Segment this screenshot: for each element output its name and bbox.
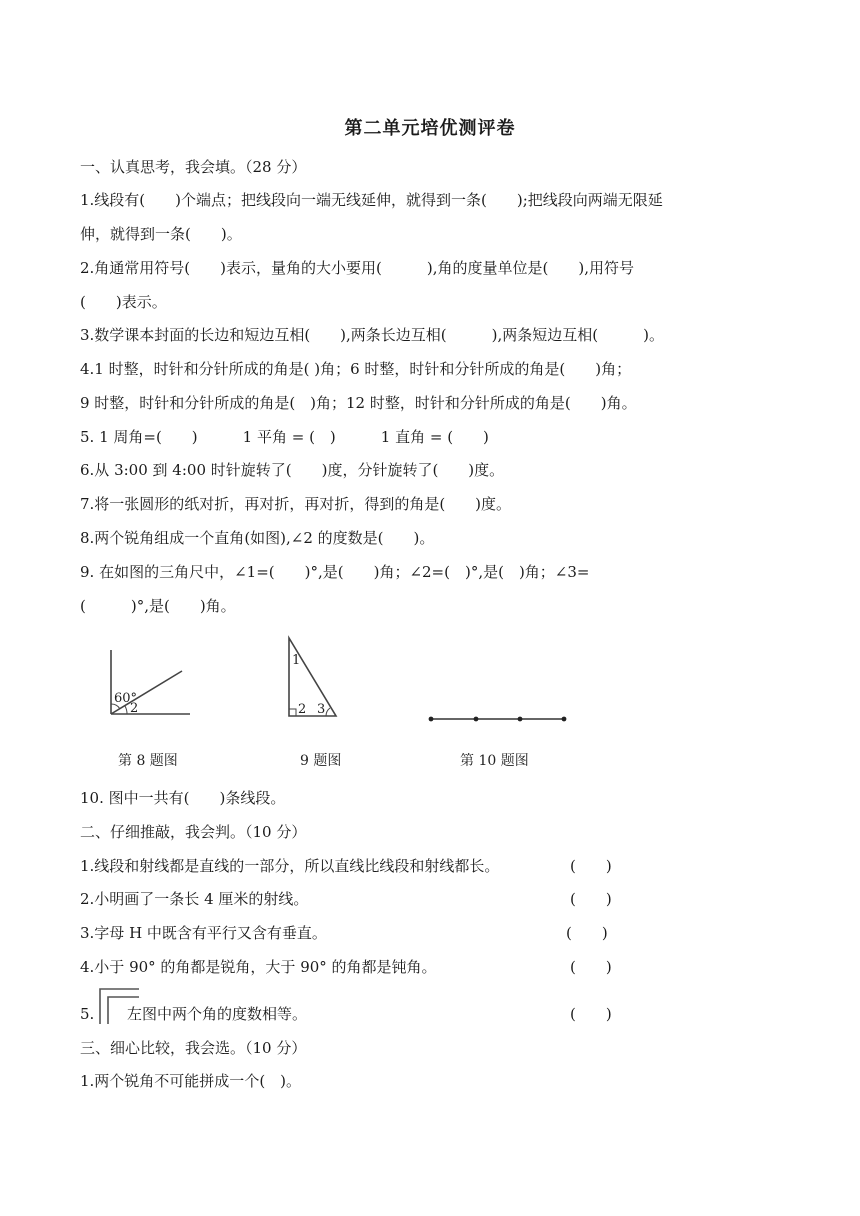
figure-10-caption: 第 10 题图 <box>460 753 529 769</box>
figure-8-angle-diagram <box>100 640 200 725</box>
section-3-heading: 三、细心比较，我会选。（10 分） <box>80 1039 307 1057</box>
page-title: 第二单元培优测评卷 <box>344 118 516 139</box>
question-5: 5. 1 周角=( ) 1 平角 = ( ) 1 直角 = ( ) <box>80 428 489 446</box>
fig10-point-4 <box>562 717 567 722</box>
fig9-angle-2-label: 2 <box>298 702 307 717</box>
question-1-line-1: 1.线段有( )个端点；把线段向一端无线延伸，就得到一条( );把线段向两端无限延 <box>80 191 663 209</box>
question-1-line-2: 伸，就得到一条( )。 <box>80 225 242 243</box>
fig9-arc-3 <box>326 708 330 716</box>
judge-2-text: 2.小明画了一条长 4 厘米的射线。 <box>80 890 309 908</box>
section-2-heading: 二、仔细推敲，我会判。（10 分） <box>80 823 307 841</box>
question-10: 10. 图中一共有( )条线段。 <box>80 789 286 807</box>
fig8-60-degree-label: 60° <box>114 691 138 706</box>
judge-3-bracket[interactable]: ( ) <box>566 924 608 942</box>
fig10-point-1 <box>429 717 434 722</box>
fig8-arc-2 <box>125 706 127 714</box>
fig9-angle-1-label: 1 <box>292 653 301 668</box>
figure-10-segment-diagram <box>425 710 575 730</box>
figure-9-caption: 9 题图 <box>300 753 342 769</box>
judge-1-bracket[interactable]: ( ) <box>570 857 612 875</box>
question-9-line-2: ( )°,是( )角。 <box>80 597 236 615</box>
judge-3-text: 3.字母 H 中既含有平行又含有垂直。 <box>80 924 327 942</box>
question-2-line-1: 2.角通常用符号( )表示，量角的大小要用( ),角的度量单位是( ),用符号 <box>80 259 634 277</box>
judge-5-bracket[interactable]: ( ) <box>570 1005 612 1023</box>
choice-1: 1.两个锐角不可能拼成一个( )。 <box>80 1072 302 1090</box>
question-2-line-2: ( )表示。 <box>80 293 167 311</box>
judge-2-bracket[interactable]: ( ) <box>570 890 612 908</box>
judge-1-text: 1.线段和射线都是直线的一部分，所以直线比线段和射线都长。 <box>80 857 500 875</box>
fig10-point-2 <box>474 717 479 722</box>
fig9-angle-3-label: 3 <box>317 702 326 717</box>
question-9-line-1: 9. 在如图的三角尺中，∠1=( )°,是( )角；∠2=( )°,是( )角；∠3= <box>80 563 590 581</box>
judge-4-bracket[interactable]: ( ) <box>570 958 612 976</box>
question-3: 3.数学课本封面的长边和短边互相( ),两条长边互相( ),两条短边互相( )。 <box>80 326 664 344</box>
question-6: 6.从 3:00 到 4:00 时针旋转了( )度，分针旋转了( )度。 <box>80 461 505 479</box>
fig8-angle-2-label: 2 <box>130 701 139 716</box>
judge-5-number: 5. <box>80 1005 95 1023</box>
section-1-heading: 一、认真思考，我会填。（28 分） <box>80 158 307 176</box>
fig9-triangle <box>289 638 336 716</box>
judge-5-text: 左图中两个角的度数相等。 <box>127 1005 308 1023</box>
judge-1 <box>80 854 785 878</box>
question-7: 7.将一张圆形的纸对折，再对折，再对折，得到的角是( )度。 <box>80 495 512 513</box>
question-4-line-2: 9 时整，时针和分针所成的角是( )角；12 时整，时针和分针所成的角是( )角。 <box>80 394 637 412</box>
question-8: 8.两个锐角组成一个直角(如图),∠2 的度数是( )。 <box>80 529 435 547</box>
fig10-point-3 <box>518 717 523 722</box>
judge-4-text: 4.小于 90° 的角都是锐角，大于 90° 的角都是钝角。 <box>80 958 437 976</box>
figure-8-caption: 第 8 题图 <box>118 753 178 769</box>
question-4-line-1: 4.1 时整，时针和分针所成的角是( )角；6 时整，时针和分针所成的角是( )角； <box>80 360 632 378</box>
figure-9-set-square <box>280 632 345 722</box>
fig9-right-angle-mark <box>289 709 296 716</box>
